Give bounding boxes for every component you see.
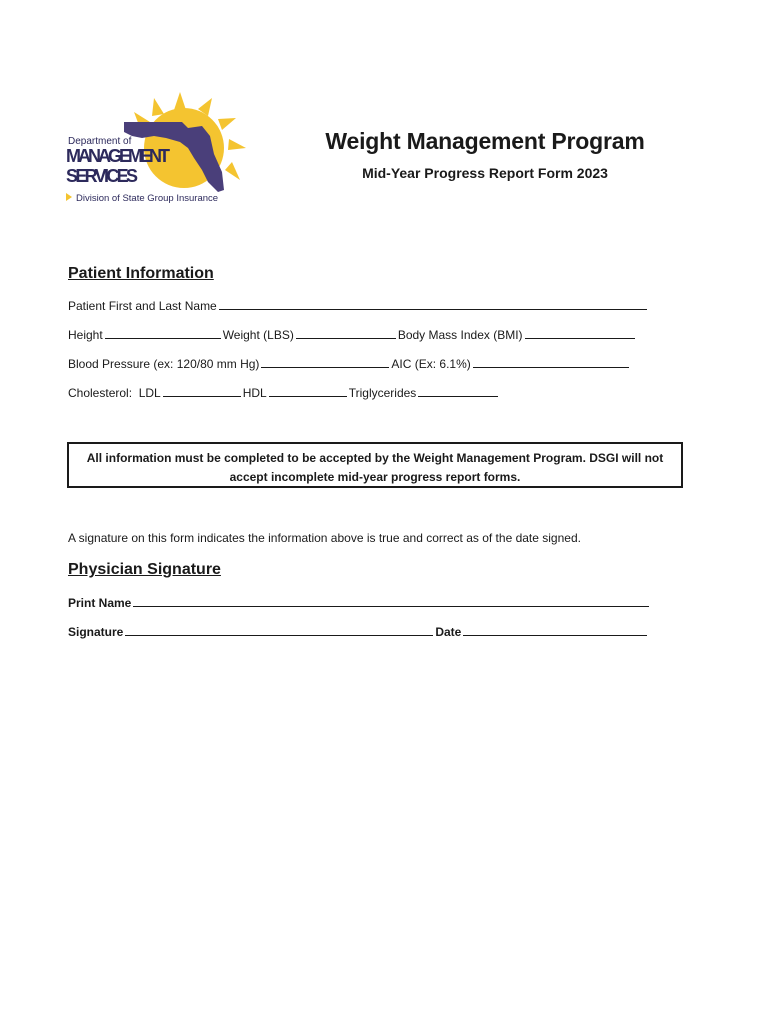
print-name-field[interactable] [133, 595, 649, 607]
hdl-field[interactable] [269, 385, 347, 397]
patient-info-heading: Patient Information [68, 265, 214, 282]
signature-label: Signature [68, 625, 124, 639]
title-block [300, 128, 670, 181]
hdl-label: HDL [242, 386, 267, 400]
weight-label: Weight (LBS) [222, 328, 294, 342]
bmi-field[interactable] [525, 327, 635, 339]
print-name-row [68, 595, 651, 610]
bp-label: Blood Pressure (ex: 120/80 mm Hg) [68, 357, 260, 371]
logo-line3: SERVICES [66, 166, 138, 186]
physician-signature-heading: Physician Signature [68, 561, 221, 578]
signature-note: A signature on this form indicates the information above is true and correct as of the date signed. [68, 531, 581, 545]
ldl-label: LDL [138, 386, 161, 400]
a1c-field[interactable] [473, 356, 629, 368]
bp-field[interactable] [261, 356, 389, 368]
page-title: Weight Management Program [325, 128, 645, 154]
page-subtitle: Mid-Year Progress Report Form 2023 [362, 165, 608, 181]
weight-field[interactable] [296, 327, 396, 339]
date-label: Date [435, 625, 462, 639]
signature-field[interactable] [125, 624, 433, 636]
height-field[interactable] [105, 327, 221, 339]
cholesterol-label: Cholesterol: [68, 386, 133, 400]
patient-name-row [68, 298, 649, 313]
completion-notice: All information must be completed to be accepted by the Weight Management Program. DSGI will not accept incomplete mid-year progress report forms. [67, 442, 683, 488]
triglycerides-label: Triglycerides [348, 386, 417, 400]
cholesterol-row [68, 385, 500, 400]
bmi-label: Body Mass Index (BMI) [397, 328, 523, 342]
print-name-label: Print Name [68, 596, 132, 610]
patient-name-field[interactable] [219, 298, 647, 310]
patient-name-label: Patient First and Last Name [68, 299, 217, 313]
date-field[interactable] [463, 624, 647, 636]
blood-row [68, 356, 631, 371]
height-label: Height [68, 328, 103, 342]
logo-tagline: Division of State Group Insurance [76, 193, 219, 204]
play-arrow-icon [66, 193, 72, 201]
logo-line2: MANAGEMENT [66, 146, 170, 166]
triglycerides-field[interactable] [418, 385, 498, 397]
a1c-label: AIC (Ex: 6.1%) [391, 357, 471, 371]
dms-logo [62, 92, 252, 210]
logo-line1: Department of [68, 136, 132, 147]
florida-sun-logo-icon [62, 92, 252, 210]
signature-row [68, 624, 649, 639]
ldl-field[interactable] [163, 385, 241, 397]
measurements-row [68, 327, 637, 342]
